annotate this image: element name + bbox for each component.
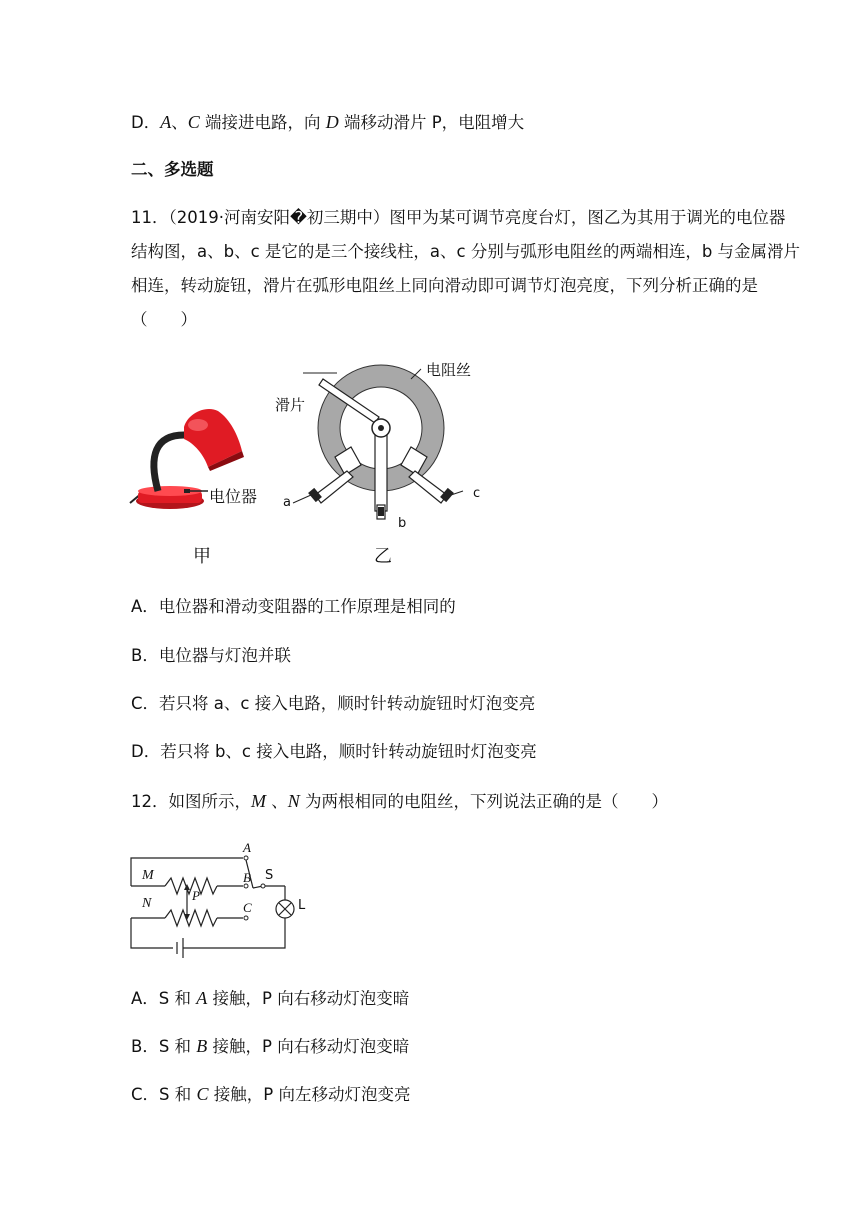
potentiometer-label: 电位器	[209, 487, 258, 506]
q11-stem-line3: 相连，转动旋钮，滑片在弧形电阻丝上同向滑动即可调节灯泡亮度，下列分析正确的是	[131, 276, 758, 295]
circuit-diagram	[125, 838, 325, 958]
q11-option-c: C．若只将 a、c 接入电路，顺时针转动旋钮时灯泡变亮	[131, 694, 536, 713]
terminal-c-label: c	[473, 486, 481, 501]
circuit-label-c: C	[243, 900, 252, 915]
circuit-label-n: N	[142, 896, 152, 911]
separator: 、	[171, 113, 188, 132]
circuit-label-l: L	[298, 898, 306, 913]
terminal-a-label: a	[283, 495, 291, 510]
circuit-label-a: A	[243, 840, 251, 855]
option-post: 接触，P 向右移动灯泡变暗	[207, 989, 410, 1008]
q11-stem-line2: 结构图，a、b、c 是它的是三个接线柱，a、c 分别与弧形电阻丝的两端相连，b 与金属滑片	[131, 242, 801, 261]
option-post: 接触，P 向左移动灯泡变亮	[208, 1085, 411, 1104]
option-pre: A．S 和	[131, 989, 197, 1008]
option-pre: B．S 和	[131, 1037, 197, 1056]
figure-yi-caption: 乙	[374, 546, 392, 567]
var-d: D	[325, 112, 339, 132]
q12-option-b	[131, 1036, 409, 1057]
q11-option-a: A．电位器和滑动变阻器的工作原理是相同的	[131, 597, 456, 616]
q12-option-a	[131, 988, 409, 1009]
circuit-label-p: P	[192, 888, 200, 903]
circuit-label-b: B	[243, 870, 251, 885]
q11-option-d: D．若只将 b、c 接入电路，顺时针转动旋钮时灯泡变亮	[131, 742, 537, 761]
terminal-b-label: b	[398, 516, 407, 531]
option-pre: C．S 和	[131, 1085, 197, 1104]
var-n: N	[287, 791, 300, 811]
stem-tail: 为两根相同的电阻丝，下列说法正确的是（ ）	[299, 792, 669, 811]
var-m: M	[251, 791, 266, 811]
resistance-wire-label: 电阻丝	[426, 361, 472, 379]
circuit-label-s: S	[265, 868, 274, 883]
separator: 、	[266, 792, 288, 811]
option-text: 端接进电路，向	[199, 113, 326, 132]
option-text-tail: 端移动滑片 P，电阻增大	[338, 113, 525, 132]
circuit-label-m: M	[142, 868, 154, 883]
potentiometer-structure-figure	[275, 355, 490, 535]
q12-stem	[131, 791, 668, 812]
q12-option-c	[131, 1084, 410, 1105]
q11-stem-line4: （ ）	[131, 310, 197, 329]
slider-label: 滑片	[275, 396, 306, 414]
var-c: C	[187, 112, 200, 132]
var-c: C	[196, 1084, 209, 1104]
q11-stem-line1: 11．（2019·河南安阳�初三期中）图甲为某可调节亮度台灯，图乙为其用于调光的电位器	[131, 208, 786, 227]
var-b: B	[196, 1036, 208, 1056]
q11-option-b: B．电位器与灯泡并联	[131, 646, 291, 665]
section-title: 二、多选题	[131, 160, 214, 179]
option-post: 接触，P 向右移动灯泡变暗	[207, 1037, 410, 1056]
q10-option-d	[131, 112, 524, 133]
option-prefix: D．	[131, 113, 161, 132]
var-a: A	[196, 988, 208, 1008]
figure-jia-caption: 甲	[193, 546, 211, 567]
stem-prefix: 12．如图所示，	[131, 792, 251, 811]
var-a: A	[160, 112, 172, 132]
